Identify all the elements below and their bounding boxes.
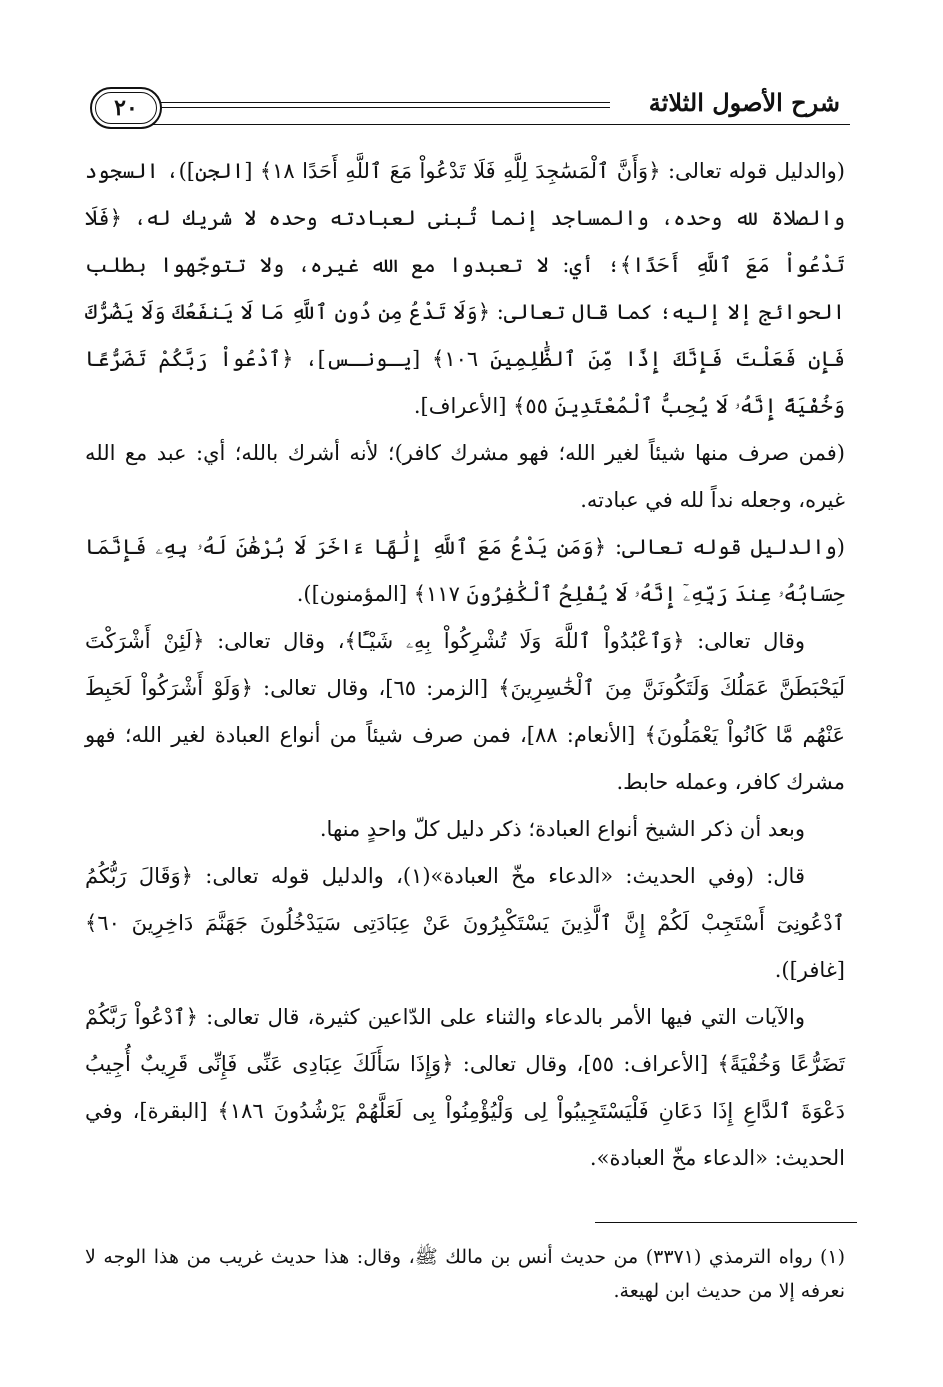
footnote: (١) رواه الترمذي (٣٣٧١) من حديث أنس بن مالك ﷺ، وقال: هذا حديث غريب من هذا الوجه لا نعرفه إلا من حديث ابن لهيعة. <box>85 1246 845 1302</box>
paragraph: (فمن صرف منها شيئاً لغير الله؛ فهو مشرك كافر)؛ لأنه أشرك بالله؛ أي: عبد مع الله غيره، وجعله نداً لله في عبادته. <box>85 441 845 512</box>
paragraph: (والدليل قوله تعالى: ﴿وَمَن يَدْعُ مَعَ ٱللَّهِ إِلَٰهًا ءَاخَرَ لَا بُرْهَٰنَ لَهُۥ بِهِۦ فَإِنَّمَا حِسَابُهُۥ عِندَ رَبِّهِۦٓ إِنَّهُۥ لَا يُفْلِحُ ٱلْكَٰفِرُونَ ١١٧﴾ [المؤمنون]). <box>85 535 845 606</box>
main-text <box>85 148 845 1182</box>
header-rule <box>140 107 610 108</box>
paragraph: وبعد أن ذكر الشيخ أنواع العبادة؛ ذكر دليل كلّ واحدٍ منها. <box>319 817 805 841</box>
page-number: ٢٠ <box>90 87 162 129</box>
paragraph: وقال تعالى: ﴿وَٱعْبُدُواْ ٱللَّهَ وَلَا تُشْرِكُواْ بِهِۦ شَيْـًٔا﴾، وقال تعالى: ﴿لَئِنْ أَشْرَكْتَ لَيَحْبَطَنَّ عَمَلُكَ وَلَتَكُونَنَّ مِنَ ٱلْخَٰسِرِينَ﴾ [الزمر: ٦٥]، وقال تعالى: ﴿وَلَوْ أَشْرَكُواْ لَحَبِطَ عَنْهُم مَّا كَانُواْ يَعْمَلُونَ﴾ [الأنعام: ٨٨]، فمن صرف شيئاً من أنواع العبادة لغير الله؛ فهو مشرك كافر، وعمله حابط. <box>85 629 845 794</box>
header-rule <box>140 102 610 103</box>
paragraph: (والدليل قوله تعالى: ﴿وَأَنَّ ٱلْمَسَٰجِدَ لِلَّهِ فَلَا تَدْعُواْ مَعَ ٱللَّهِ أَحَدًا ١٨﴾ [الجن])، السجود والصلاة لله وحده، والمساجد إنما تُبنى لعبادته وحده لا شريك له، ﴿فَلَا تَدْعُواْ مَعَ ٱللَّهِ أَحَدًا﴾؛ أي: لا تعبدوا مع الله غيره، ولا تتوجّهوا بطلب الحوائج إلا إليه؛ كما قال تعالى: ﴿وَلَا تَدْعُ مِن دُونِ ٱللَّهِ مَا لَا يَنفَعُكَ وَلَا يَضُرُّكَ فَإِن فَعَلْتَ فَإِنَّكَ إِذًا مِّنَ ٱلظَّٰلِمِينَ ١٠٦﴾ [يـونـس]، ﴿ٱدْعُواْ رَبَّكُمْ تَضَرُّعًا وَخُفْيَةً إِنَّهُۥ لَا يُحِبُّ ٱلْمُعْتَدِينَ ٥٥﴾ [الأعراف]. <box>85 159 845 418</box>
running-title: شرح الأصول الثلاثة <box>648 88 840 117</box>
paragraph: قال: (وفي الحديث: «الدعاء مخّ العبادة»(١)، والدليل قوله تعالى: ﴿وَقَالَ رَبُّكُمُ ٱدْعُونِىٓ أَسْتَجِبْ لَكُمْ إِنَّ ٱلَّذِينَ يَسْتَكْبِرُونَ عَنْ عِبَادَتِى سَيَدْخُلُونَ جَهَنَّمَ دَاخِرِينَ ٦٠﴾ [غافر]). <box>85 864 845 982</box>
paragraph: والآيات التي فيها الأمر بالدعاء والثناء على الدّاعين كثيرة، قال تعالى: ﴿ٱدْعُواْ رَبَّكُمْ تَضَرُّعًا وَخُفْيَةً﴾ [الأعراف: ٥٥]، وقال تعالى: ﴿وَإِذَا سَأَلَكَ عِبَادِى عَنِّى فَإِنِّى قَرِيبٌ أُجِيبُ دَعْوَةَ ٱلدَّاعِ إِذَا دَعَانِ فَلْيَسْتَجِيبُواْ لِى وَلْيُؤْمِنُواْ بِى لَعَلَّهُمْ يَرْشُدُونَ ١٨٦﴾ [البقرة]، وفي الحديث: «الدعاء مخّ العبادة». <box>85 1005 845 1170</box>
header-rule <box>140 124 850 125</box>
footnote-separator <box>595 1222 857 1223</box>
page-header <box>80 82 850 130</box>
